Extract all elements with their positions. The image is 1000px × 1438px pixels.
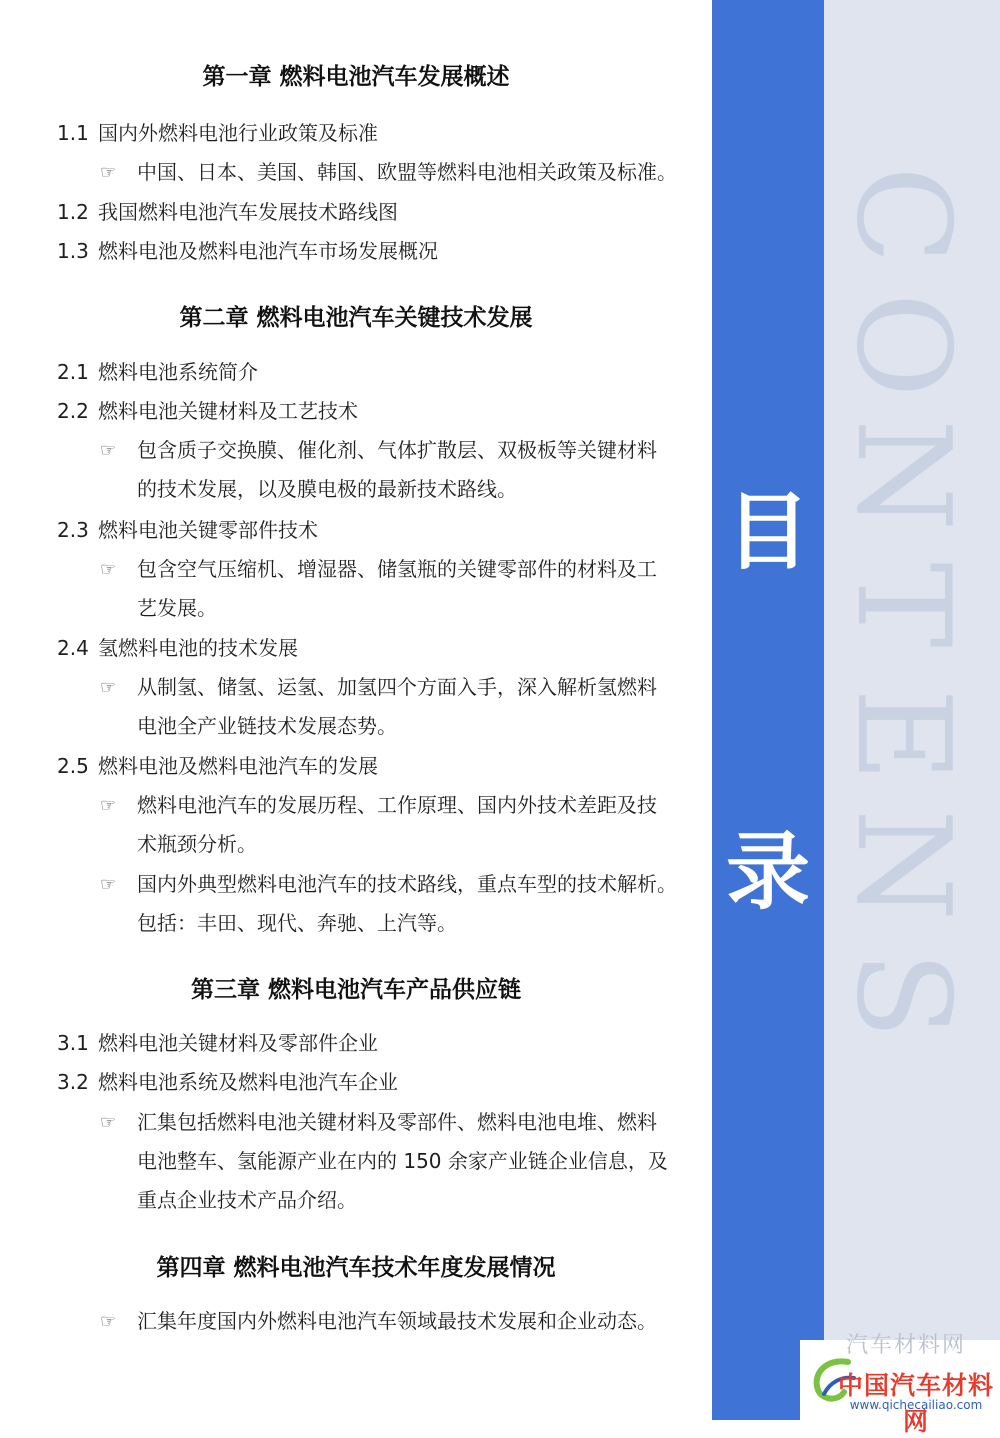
- pointing-hand-icon: ☞: [100, 795, 117, 816]
- section-number: 3.1: [57, 1031, 89, 1055]
- chapter-1-title: 第一章 燃料电池汽车发展概述: [202, 64, 510, 90]
- bullet-line: 电池整车、氢能源产业在内的 150 余家产业链企业信息，及: [137, 1149, 668, 1173]
- title-band: [712, 0, 824, 1420]
- contents-title-char-1: 目: [725, 483, 810, 581]
- section-title: 国内外燃料电池行业政策及标准: [98, 121, 378, 145]
- section-number: 1.2: [57, 200, 89, 224]
- chapter-3-title: 第三章 燃料电池汽车产品供应链: [190, 977, 521, 1003]
- bullet-line: 包含质子交换膜、催化剂、气体扩散层、双极板等关键材料: [137, 438, 657, 462]
- section-title: 燃料电池及燃料电池汽车市场发展概况: [98, 239, 438, 263]
- watermark-faded-text: 汽车材料网: [846, 1333, 967, 1358]
- section-2-5: [57, 751, 378, 781]
- section-3-2: [57, 1067, 398, 1097]
- vertical-contents-word: [828, 150, 977, 1190]
- section-title: 燃料电池关键材料及零部件企业: [98, 1031, 378, 1055]
- vertical-letter: S: [828, 951, 977, 1039]
- pointing-hand-icon: ☞: [100, 1311, 117, 1332]
- watermark-url: www.qichecailiao.com: [849, 1398, 983, 1412]
- section-2-2: [57, 396, 358, 426]
- vertical-letter: N: [828, 419, 977, 531]
- section-number: 1.3: [57, 239, 89, 263]
- bullet-line: 术瓶颈分析。: [137, 832, 257, 856]
- section-title: 氢燃料电池的技术发展: [98, 636, 298, 660]
- bullet-line: 汇集包括燃料电池关键材料及零部件、燃料电池电堆、燃料: [137, 1110, 657, 1134]
- bullet-line: 重点企业技术产品介绍。: [137, 1188, 357, 1212]
- bullet-line: 汇集年度国内外燃料电池汽车领域最技术发展和企业动态。: [137, 1309, 657, 1333]
- bullet-line: 中国、日本、美国、韩国、欧盟等燃料电池相关政策及标准。: [137, 160, 677, 184]
- bullet-3-2: [100, 1103, 700, 1220]
- section-title: 燃料电池系统及燃料电池汽车企业: [98, 1070, 398, 1094]
- chapter-4-title: 第四章 燃料电池汽车技术年度发展情况: [156, 1255, 556, 1281]
- bullet-line: 艺发展。: [137, 596, 217, 620]
- section-title: 燃料电池系统简介: [98, 360, 258, 384]
- bullet-line: 国内外典型燃料电池汽车的技术路线，重点车型的技术解析。: [137, 872, 677, 896]
- section-number: 2.2: [57, 399, 89, 423]
- vertical-letter: C: [828, 166, 977, 264]
- bullet-1-1: [100, 153, 700, 192]
- section-2-3: [57, 515, 318, 545]
- section-3-1: [57, 1028, 378, 1058]
- section-title: 燃料电池关键零部件技术: [98, 518, 318, 542]
- bullet-2-3: [100, 550, 700, 628]
- section-2-4: [57, 633, 298, 663]
- pointing-hand-icon: ☞: [100, 440, 117, 461]
- vertical-letter: N: [828, 809, 977, 921]
- section-number: 2.5: [57, 754, 89, 778]
- bullet-line: 燃料电池汽车的发展历程、工作原理、国内外技术差距及技: [137, 793, 657, 817]
- vertical-letter: O: [828, 292, 977, 398]
- section-title: 燃料电池关键材料及工艺技术: [98, 399, 358, 423]
- section-1-3: [57, 236, 438, 266]
- bullet-2-5b: [100, 865, 700, 943]
- pointing-hand-icon: ☞: [100, 162, 117, 183]
- pointing-hand-icon: ☞: [100, 677, 117, 698]
- pointing-hand-icon: ☞: [100, 1112, 117, 1133]
- bullet-line: 的技术发展，以及膜电极的最新技术路线。: [137, 477, 517, 501]
- section-number: 2.1: [57, 360, 89, 384]
- bullet-2-2: [100, 431, 700, 509]
- bullet-line: 包括：丰田、现代、奔驰、上汽等。: [137, 911, 457, 935]
- bullet-2-4: [100, 668, 700, 746]
- section-title: 我国燃料电池汽车发展技术路线图: [98, 200, 398, 224]
- vertical-letter: T: [828, 562, 977, 648]
- bullet-2-5a: [100, 786, 700, 864]
- vertical-letter: E: [828, 688, 977, 782]
- section-number: 3.2: [57, 1070, 89, 1094]
- watermark-brand: 中国汽车材料网: [837, 1371, 994, 1436]
- section-number: 1.1: [57, 121, 89, 145]
- section-number: 2.4: [57, 636, 89, 660]
- chapter-2-title: 第二章 燃料电池汽车关键技术发展: [179, 305, 533, 331]
- bullet-line: 电池全产业链技术发展态势。: [137, 714, 397, 738]
- section-1-1: [57, 118, 378, 148]
- pointing-hand-icon: ☞: [100, 559, 117, 580]
- bullet-line: 从制氢、储氢、运氢、加氢四个方面入手，深入解析氢燃料: [137, 675, 657, 699]
- section-2-1: [57, 357, 258, 387]
- contents-title-char-2: 录: [725, 823, 810, 921]
- section-number: 2.3: [57, 518, 89, 542]
- bullet-line: 包含空气压缩机、增湿器、储氢瓶的关键零部件的材料及工: [137, 557, 657, 581]
- section-1-2: [57, 197, 398, 227]
- bullet-4-1: [100, 1302, 700, 1341]
- section-title: 燃料电池及燃料电池汽车的发展: [98, 754, 378, 778]
- pointing-hand-icon: ☞: [100, 874, 117, 895]
